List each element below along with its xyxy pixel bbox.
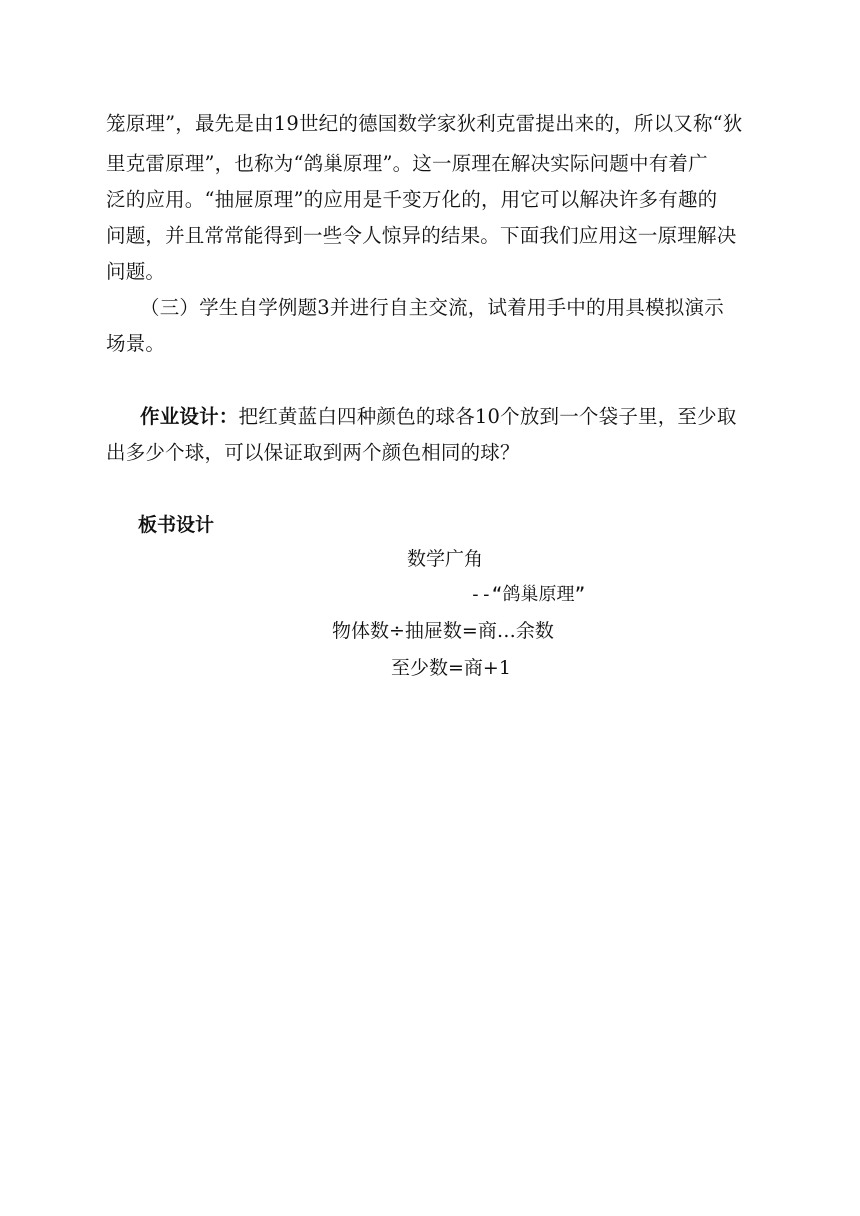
paragraph-line: （三）学生自学例题3并进行自主交流，试着用手中的用具模拟演示 bbox=[140, 296, 724, 319]
paragraph-line: 泛的应用。“抽屉原理”的应用是千变万化的，用它可以解决许多有趣的 bbox=[106, 188, 718, 211]
board-heading: 数学广角 bbox=[407, 548, 484, 570]
homework-line: 出多少个球，可以保证取到两个颜色相同的球？ bbox=[106, 441, 520, 464]
board-formula-division: 物体数÷抽屉数=商…余数 bbox=[332, 620, 554, 642]
board-formula-minimum: 至少数=商+1 bbox=[391, 657, 511, 679]
homework-text: 把红黄蓝白四种颜色的球各10个放到一个袋子里，至少取 bbox=[238, 405, 737, 428]
board-design-title: 板书设计 bbox=[138, 514, 215, 536]
paragraph-line: 问题，并且常常能得到一些令人惊异的结果。下面我们应用这一原理解决 bbox=[106, 224, 737, 247]
paragraph-line: 问题。 bbox=[106, 260, 166, 283]
homework-line bbox=[106, 403, 792, 431]
paragraph-line: 场景。 bbox=[106, 332, 166, 355]
homework-label: 作业设计： bbox=[140, 405, 239, 428]
paragraph-line: 笼原理”，最先是由19世纪的德国数学家狄利克雷提出来的，所以又称“狄 bbox=[106, 112, 743, 135]
paragraph-line: 里克雷原理”，也称为“鸽巢原理”。这一原理在解决实际问题中有着广 bbox=[106, 152, 708, 175]
board-subheading: --“鸽巢原理” bbox=[470, 584, 586, 605]
